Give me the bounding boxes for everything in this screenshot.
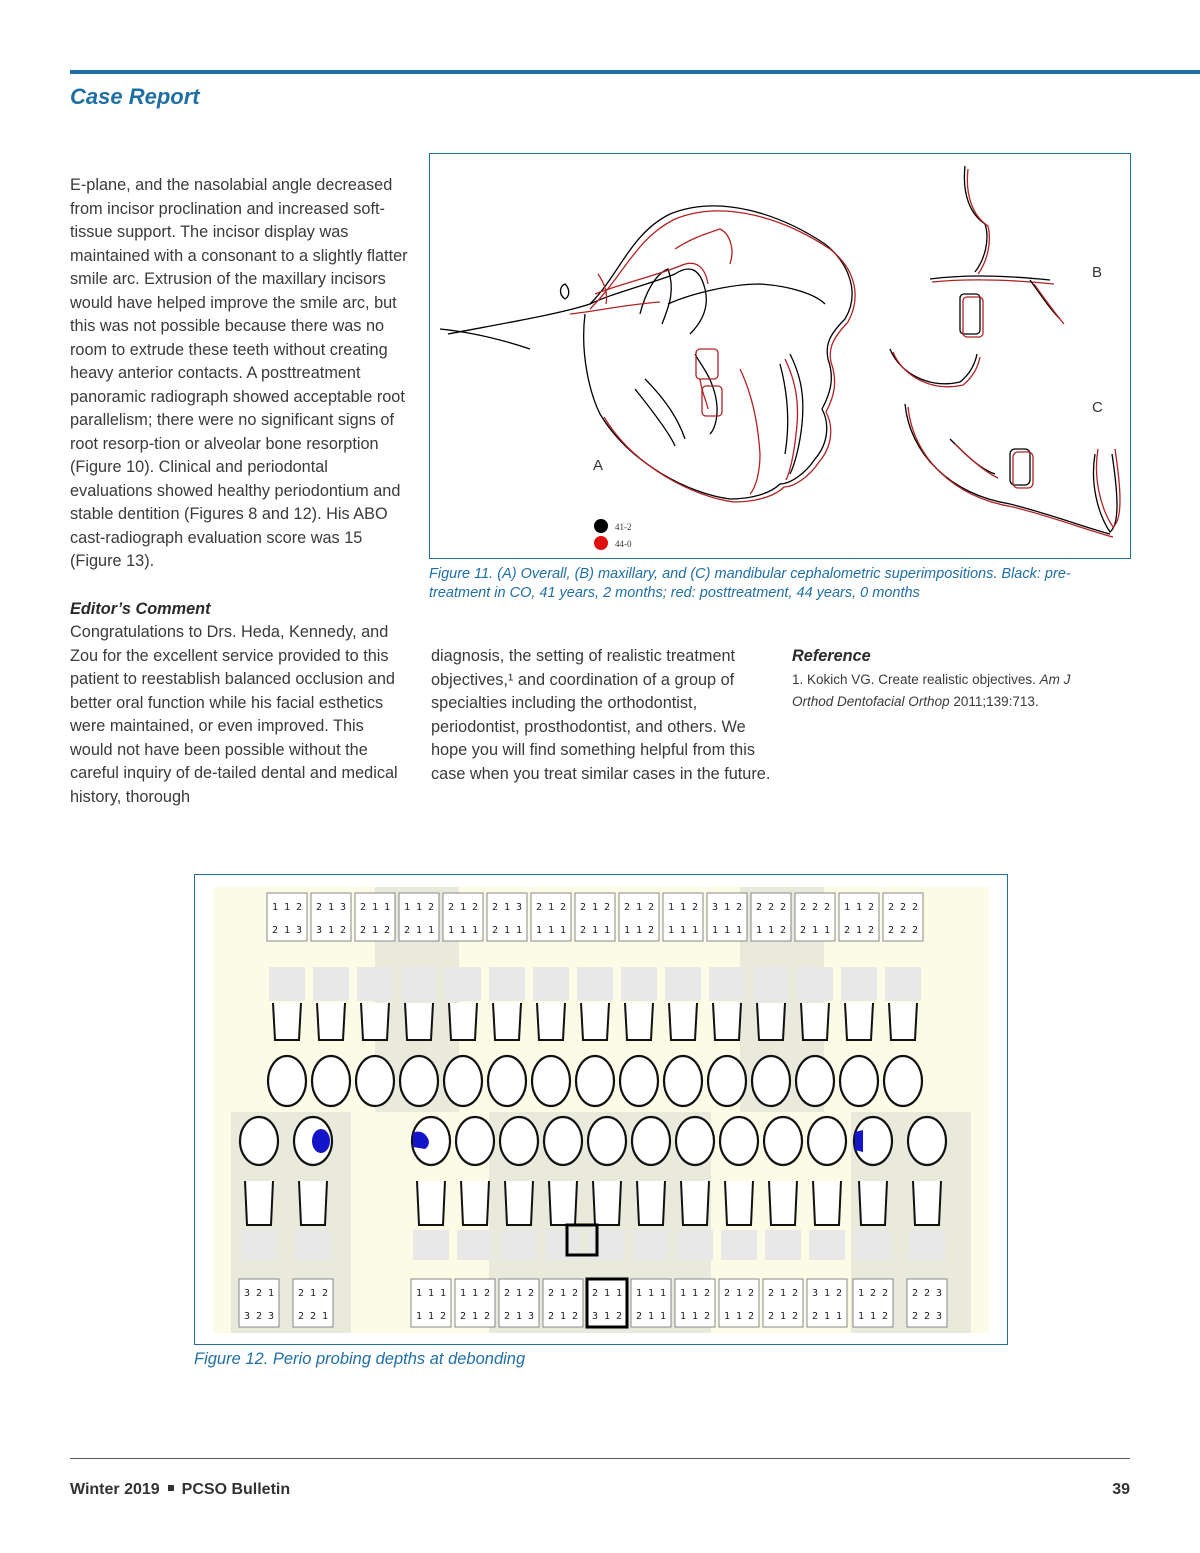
probe-depth-lower-buccal: 3 2 1 <box>243 1288 275 1299</box>
probe-depth-upper-buccal: 2 1 2 <box>579 902 611 913</box>
probe-depth-lower-lingual: 2 1 1 <box>811 1311 843 1322</box>
tracing-pre-treatment <box>440 206 852 499</box>
tooth-crown-upper <box>356 1056 394 1106</box>
tooth-crown-lower <box>808 1117 846 1165</box>
tooth-root-lower <box>245 1181 273 1225</box>
tooth-root-upper <box>757 1003 785 1040</box>
tooth-root-upper <box>801 1003 829 1040</box>
restoration-marker <box>855 1130 863 1152</box>
tooth-crown-upper <box>268 1056 306 1106</box>
probe-depth-upper-buccal: 2 1 2 <box>535 902 567 913</box>
probe-depth-upper-lingual: 1 1 1 <box>447 925 479 936</box>
probe-depth-lower-lingual: 2 2 3 <box>911 1311 943 1322</box>
tooth-root-upper <box>889 1003 917 1040</box>
probe-depth-upper-lingual: 1 1 2 <box>623 925 655 936</box>
tooth-root-upper <box>625 1003 653 1040</box>
label-c: C <box>1092 399 1103 416</box>
tooth-placeholder-upper <box>313 967 349 1001</box>
tooth-root-upper <box>273 1003 301 1040</box>
tooth-crown-upper <box>840 1056 878 1106</box>
probe-depth-upper-lingual: 2 1 3 <box>271 925 303 936</box>
probe-depth-upper-buccal: 1 1 2 <box>667 902 699 913</box>
tooth-placeholder-lower <box>241 1230 277 1260</box>
tooth-placeholder-upper <box>357 967 393 1001</box>
tooth-crown-upper <box>576 1056 614 1106</box>
tooth-placeholder-lower <box>295 1230 331 1260</box>
probe-depth-upper-lingual: 2 1 1 <box>491 925 523 936</box>
tooth-root-upper <box>493 1003 521 1040</box>
page-number: 39 <box>1112 1481 1130 1498</box>
tooth-placeholder-upper <box>621 967 657 1001</box>
tooth-placeholder-lower <box>721 1230 757 1260</box>
tooth-placeholder-upper <box>445 967 481 1001</box>
tooth-crown-lower <box>632 1117 670 1165</box>
tooth-root-lower <box>593 1181 621 1225</box>
section-title: Case Report <box>70 84 200 109</box>
tooth-placeholder-upper <box>797 967 833 1001</box>
tracing-post-treatment <box>570 211 855 502</box>
probe-depth-upper-lingual: 1 1 1 <box>667 925 699 936</box>
tooth-root-upper <box>361 1003 389 1040</box>
figure-11-cephalometric <box>429 153 1131 559</box>
probe-depth-upper-buccal: 2 2 2 <box>799 902 831 913</box>
tooth-placeholder-lower <box>633 1230 669 1260</box>
tooth-placeholder-lower <box>765 1230 801 1260</box>
body-paragraph: E-plane, and the nasolabial angle decreased from incisor proclination and increased soft-tissue support. The incisor display was maintained with a consonant to a slightly flatter smile arc. Extrusion of the maxillary incisors would have helped improve the smile arc, but this was not possible because there was no room to extrude these teeth without creating heavy anterior contacts. A posttreatment panoramic radiograph showed acceptable root parallelism; there were no significant signs of root resorp-tion or alveolar bone resorption (Figure 10). Clinical and periodontal evaluations showed healthy periodontium and stable dentition (Figures 8 and 12). His ABO cast-radiograph evaluation score was 15 (Figure 13). <box>70 176 408 570</box>
editor-comment-heading: Editor’s Comment <box>70 599 211 618</box>
probe-depth-lower-lingual: 2 1 1 <box>635 1311 667 1322</box>
probe-depth-upper-lingual: 2 1 1 <box>799 925 831 936</box>
tooth-placeholder-lower <box>677 1230 713 1260</box>
probe-depth-upper-lingual: 2 1 2 <box>359 925 391 936</box>
tooth-placeholder-upper <box>489 967 525 1001</box>
tooth-placeholder-upper <box>665 967 701 1001</box>
tooth-root-upper <box>713 1003 741 1040</box>
legend-swatch-pre <box>594 519 608 533</box>
tooth-placeholder-upper <box>885 967 921 1001</box>
tooth-crown-lower <box>588 1117 626 1165</box>
tooth-crown-upper <box>532 1056 570 1106</box>
tooth-root-upper <box>537 1003 565 1040</box>
probe-depth-lower-buccal: 1 1 2 <box>679 1288 711 1299</box>
tooth-root-upper <box>669 1003 697 1040</box>
probe-depth-lower-buccal: 3 1 2 <box>811 1288 843 1299</box>
tooth-crown-upper <box>444 1056 482 1106</box>
probe-depth-lower-lingual: 2 1 2 <box>547 1311 579 1322</box>
figure-12-perio-chart <box>194 874 1008 1345</box>
body-paragraph-continued: diagnosis, the setting of realistic treatment objectives,¹ and coordination of a group of specialties including the orthodontist, periodontist, prosthodontist, and others. We hope you will find something helpful from this case when you treat similar cases in the future. <box>431 647 771 783</box>
tooth-crown-upper <box>708 1056 746 1106</box>
probe-depth-lower-buccal: 2 1 2 <box>767 1288 799 1299</box>
tooth-root-lower <box>681 1181 709 1225</box>
tooth-root-lower <box>769 1181 797 1225</box>
tooth-crown-upper <box>312 1056 350 1106</box>
probe-depth-lower-buccal: 1 1 1 <box>635 1288 667 1299</box>
tooth-placeholder-lower <box>909 1230 945 1260</box>
probe-depth-upper-buccal: 2 1 3 <box>315 902 347 913</box>
probe-depth-lower-buccal: 2 1 2 <box>723 1288 755 1299</box>
tooth-crown-upper <box>752 1056 790 1106</box>
probe-depth-lower-lingual: 2 1 3 <box>503 1311 535 1322</box>
tooth-placeholder-upper <box>401 967 437 1001</box>
tooth-crown-upper <box>400 1056 438 1106</box>
probe-depth-lower-buccal: 1 1 2 <box>459 1288 491 1299</box>
tooth-placeholder-lower <box>501 1230 537 1260</box>
editor-comment-text: Congratulations to Drs. Heda, Kennedy, and Zou for the excellent service provided to this patient to reestablish balanced occlusion and better oral function while his facial esthetics were maintained, or even improved. This would not have been possible without the careful inquiry of de-tailed dental and medical history, thorough <box>70 623 398 806</box>
probe-depth-lower-buccal: 2 1 2 <box>297 1288 329 1299</box>
probe-depth-upper-lingual: 1 1 2 <box>755 925 787 936</box>
probe-depth-upper-lingual: 2 1 1 <box>579 925 611 936</box>
figure-12-caption: Figure 12. Perio probing depths at debonding <box>194 1350 526 1368</box>
tooth-root-lower <box>813 1181 841 1225</box>
probe-depth-upper-buccal: 2 1 3 <box>491 902 523 913</box>
probe-depth-lower-lingual: 2 1 2 <box>767 1311 799 1322</box>
tooth-root-upper <box>405 1003 433 1040</box>
probe-depth-upper-lingual: 1 1 1 <box>535 925 567 936</box>
footer-rule <box>70 1458 1130 1459</box>
tooth-crown-lower <box>764 1117 802 1165</box>
header-rule <box>70 70 1200 74</box>
probe-depth-upper-lingual: 2 1 1 <box>403 925 435 936</box>
probe-depth-upper-buccal: 1 1 2 <box>843 902 875 913</box>
probe-depth-lower-buccal: 2 1 1 <box>591 1288 623 1299</box>
tooth-crown-upper <box>884 1056 922 1106</box>
tooth-placeholder-lower <box>855 1230 891 1260</box>
label-b: B <box>1092 264 1103 281</box>
reference-heading: Reference <box>792 647 871 665</box>
probe-depth-lower-lingual: 3 2 3 <box>243 1311 275 1322</box>
probe-depth-lower-lingual: 1 1 2 <box>415 1311 447 1322</box>
probe-depth-upper-buccal: 2 2 2 <box>887 902 919 913</box>
column-right <box>792 645 1112 713</box>
tracing-maxillary-b <box>930 166 1064 337</box>
tooth-root-lower <box>859 1181 887 1225</box>
cephalometric-tracing <box>430 154 1130 558</box>
restoration-marker <box>312 1129 330 1153</box>
tooth-crown-upper <box>796 1056 834 1106</box>
column-left <box>70 174 410 809</box>
probe-depth-lower-buccal: 1 1 1 <box>415 1288 447 1299</box>
tooth-crown-upper <box>664 1056 702 1106</box>
probe-depth-upper-lingual: 2 1 2 <box>843 925 875 936</box>
probe-depth-lower-buccal: 2 2 3 <box>911 1288 943 1299</box>
probe-depth-lower-buccal: 2 1 2 <box>547 1288 579 1299</box>
probe-depth-lower-lingual: 1 1 2 <box>857 1311 889 1322</box>
tooth-root-lower <box>417 1181 445 1225</box>
probe-depth-lower-lingual: 1 1 2 <box>679 1311 711 1322</box>
probe-depth-lower-lingual: 2 1 2 <box>459 1311 491 1322</box>
probe-depth-upper-buccal: 2 1 2 <box>623 902 655 913</box>
probe-depth-upper-buccal: 2 1 1 <box>359 902 391 913</box>
probe-depth-upper-buccal: 1 1 2 <box>271 902 303 913</box>
legend-label-pre: 41-2 <box>615 522 632 532</box>
tooth-root-upper <box>317 1003 345 1040</box>
figure-11-caption: Figure 11. (A) Overall, (B) maxillary, and (C) mandibular cephalometric superimpositions. Black: pre-treatment in CO, 41 years, 2 months; red: posttreatment, 44 years, 0 months <box>429 566 1071 601</box>
tooth-placeholder-lower <box>809 1230 845 1260</box>
tooth-root-lower <box>913 1181 941 1225</box>
tooth-crown-lower <box>240 1117 278 1165</box>
probe-depth-lower-lingual: 3 1 2 <box>591 1311 623 1322</box>
probe-depth-upper-buccal: 2 1 2 <box>447 902 479 913</box>
probe-depth-upper-buccal: 2 2 2 <box>755 902 787 913</box>
column-middle <box>431 645 776 786</box>
tooth-root-lower <box>299 1181 327 1225</box>
tooth-crown-lower <box>456 1117 494 1165</box>
probe-depth-lower-lingual: 2 2 1 <box>297 1311 329 1322</box>
probe-depth-lower-buccal: 2 1 2 <box>503 1288 535 1299</box>
probe-depth-upper-lingual: 1 1 1 <box>711 925 743 936</box>
footer-bullet <box>168 1485 174 1491</box>
tooth-crown-lower <box>720 1117 758 1165</box>
tooth-placeholder-upper <box>269 967 305 1001</box>
probe-depth-upper-lingual: 3 1 2 <box>315 925 347 936</box>
figure-11-legend <box>594 519 632 550</box>
probe-depth-lower-buccal: 1 2 2 <box>857 1288 889 1299</box>
footer-publication: Winter 2019 PCSO Bulletin <box>70 1481 291 1498</box>
tooth-placeholder-upper <box>709 967 745 1001</box>
tooth-root-upper <box>581 1003 609 1040</box>
legend-swatch-post <box>594 536 608 550</box>
label-a: A <box>593 457 604 474</box>
perio-chart-graphic <box>195 875 1007 1344</box>
tooth-placeholder-upper <box>533 967 569 1001</box>
molar-tracing-a <box>696 349 722 416</box>
probe-depth-lower-lingual: 1 1 2 <box>723 1311 755 1322</box>
probe-depth-upper-lingual: 2 2 2 <box>887 925 919 936</box>
tooth-crown-lower <box>544 1117 582 1165</box>
tooth-root-lower <box>725 1181 753 1225</box>
tooth-crown-lower <box>676 1117 714 1165</box>
tooth-crown-lower <box>908 1117 946 1165</box>
tooth-root-lower <box>549 1181 577 1225</box>
tracing-mandibular-c <box>890 349 1120 537</box>
tooth-crown-upper <box>488 1056 526 1106</box>
tooth-root-lower <box>637 1181 665 1225</box>
tooth-root-lower <box>505 1181 533 1225</box>
probe-depth-upper-buccal: 3 1 2 <box>711 902 743 913</box>
tooth-root-upper <box>449 1003 477 1040</box>
reference-item: 1. Kokich VG. Create realistic objectives. Am J Orthod Dentofacial Orthop 2011;139:713. <box>792 671 1071 709</box>
tooth-root-upper <box>845 1003 873 1040</box>
probe-depth-upper-buccal: 1 1 2 <box>403 902 435 913</box>
tooth-crown-lower <box>500 1117 538 1165</box>
tooth-placeholder-upper <box>577 967 613 1001</box>
tooth-root-lower <box>461 1181 489 1225</box>
tooth-crown-upper <box>620 1056 658 1106</box>
tooth-placeholder-lower <box>413 1230 449 1260</box>
tooth-placeholder-upper <box>753 967 789 1001</box>
tooth-placeholder-lower <box>457 1230 493 1260</box>
tooth-placeholder-upper <box>841 967 877 1001</box>
legend-label-post: 44-0 <box>615 539 632 549</box>
